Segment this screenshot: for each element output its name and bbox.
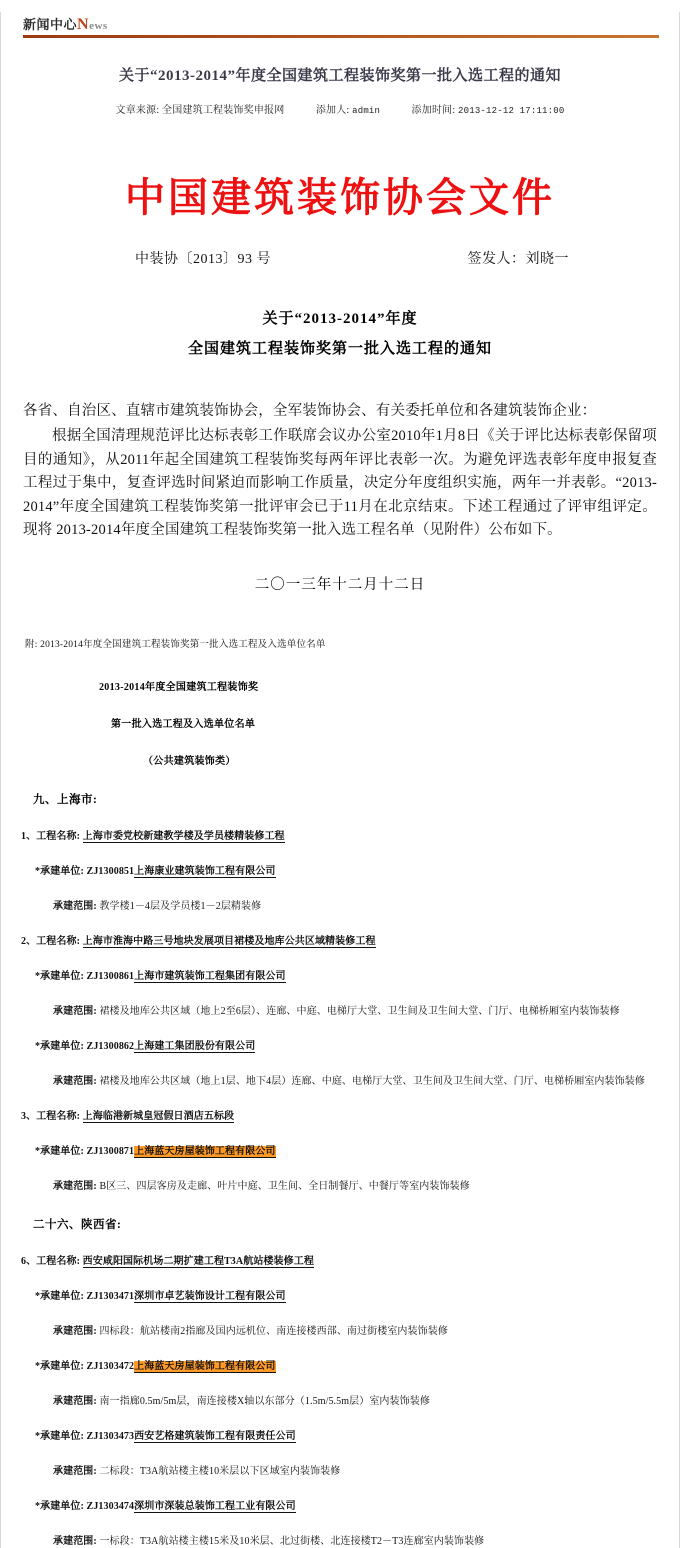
document-number-line [15, 248, 665, 268]
project-name: 西安咸阳国际机场二期扩建工程T3A航站楼装修工程 [82, 1255, 314, 1267]
contractor-row [15, 967, 665, 982]
article-source-value: 全国建筑工程装饰奖申报网 [162, 105, 285, 116]
scope-value: 南一指廊0.5m/5m层，南连接楼X轴以东部分（1.5m/5.5m层）室内装饰装修 [99, 1395, 430, 1407]
scope-label: 承建范围: [53, 900, 100, 912]
scope-value: 教学楼1－4层及学员楼1－2层精装修 [99, 900, 262, 912]
bullet-star-icon: * [35, 1040, 41, 1052]
contractor-label: 承建单位: [40, 1360, 87, 1372]
appendix-heading-1: 2013-2014年度全国建筑工程装饰奖 [99, 681, 259, 693]
bullet-star-icon: * [35, 1360, 41, 1372]
bullet-star-icon: * [35, 1290, 41, 1302]
document-date: 二〇一三年十二月十二日 [254, 576, 426, 593]
article-source-label: 文章来源: [115, 105, 160, 116]
scope-label: 承建范围: [53, 1465, 100, 1477]
contractor-label: 承建单位: [40, 970, 87, 982]
scope-label: 承建范围: [53, 1395, 100, 1407]
contractor-label: 承建单位: [40, 865, 87, 877]
contractor-name-highlighted: 上海蓝天房屋装饰工程有限公司 [134, 1360, 276, 1372]
scope-row [15, 1072, 665, 1087]
project-index: 3、 [21, 1110, 37, 1122]
project-name: 上海市委党校新建教学楼及学员楼精装修工程 [82, 830, 285, 842]
project-row [15, 1252, 665, 1267]
news-n-letter: N [77, 16, 90, 33]
document-number: 中装协〔2013〕93 号 [135, 252, 271, 267]
scope-value: B区三、四层客房及走廊、叶片中庭、卫生间、全日制餐厅、中餐厅等室内装饰装修 [99, 1180, 470, 1192]
bullet-star-icon: * [35, 1500, 41, 1512]
scope-value: 一标段：T3A航站楼主楼15米及10米层、北过街楼、北连接楼T2－T3连廊室内装饰装修 [99, 1535, 485, 1547]
document-salutation: 各省、自治区、直辖市建筑装饰协会，全军装饰协会、有关委托单位和各建筑装饰企业： [23, 403, 597, 419]
contractor-row [15, 1427, 665, 1442]
scope-label: 承建范围: [53, 1325, 100, 1337]
appendix-sections [15, 791, 665, 1547]
contractor-code: ZJ1300871 [86, 1145, 135, 1157]
project-index: 2、 [21, 935, 37, 947]
scope-label: 承建范围: [53, 1075, 100, 1087]
contractor-label: 承建单位: [40, 1430, 87, 1442]
contractor-code: ZJ1303473 [86, 1430, 135, 1442]
contractor-code: ZJ1303472 [86, 1360, 135, 1372]
official-document [1, 174, 679, 1547]
contractor-label: 承建单位: [40, 1145, 87, 1157]
contractor-code: ZJ1303471 [86, 1290, 135, 1302]
contractor-name: 上海建工集团股份有限公司 [134, 1040, 256, 1052]
appendix-heading-3: （公共建筑装饰类） [143, 755, 236, 767]
project-row [15, 827, 665, 842]
news-ews-letters: ews [89, 20, 108, 32]
scope-label: 承建范围: [53, 1005, 100, 1017]
document-body [15, 400, 665, 543]
project-row [15, 932, 665, 947]
contractor-name: 上海市建筑装饰工程集团有限公司 [134, 970, 286, 982]
article-time-value: 2013-12-12 17:11:00 [458, 106, 565, 116]
scope-row [15, 897, 665, 912]
project-index: 6、 [21, 1255, 37, 1267]
document-red-title: 中国建筑装饰协会文件 [125, 175, 555, 220]
project-name: 上海临港新城皇冠假日酒店五标段 [82, 1110, 235, 1122]
contractor-row [15, 1357, 665, 1372]
bullet-star-icon: * [35, 1145, 41, 1157]
project-name: 上海市淮海中路三号地块发展项目裙楼及地库公共区域精装修工程 [82, 935, 376, 947]
article-time-label: 添加时间: [411, 105, 456, 116]
contractor-row [15, 1497, 665, 1512]
scope-label: 承建范围: [53, 1180, 100, 1192]
project-index: 1、 [21, 830, 37, 842]
contractor-row [15, 1142, 665, 1157]
contractor-code: ZJ1303474 [86, 1500, 135, 1512]
province-heading: 二十六、陕西省: [33, 1218, 122, 1231]
contractor-label: 承建单位: [40, 1290, 87, 1302]
scope-row [15, 1462, 665, 1477]
contractor-name: 西安艺格建筑装饰工程有限责任公司 [134, 1430, 296, 1442]
scope-label: 承建范围: [53, 1535, 100, 1547]
news-center-label-cn: 新闻中心 [23, 17, 78, 32]
scope-row [15, 1392, 665, 1407]
bullet-star-icon: * [35, 970, 41, 982]
document-subject-line-1: 关于“2013-2014”年度 [262, 311, 418, 327]
project-row [15, 1107, 665, 1122]
province-heading: 九、上海市: [33, 793, 98, 806]
contractor-label: 承建单位: [40, 1040, 87, 1052]
article-author-value: admin [352, 106, 381, 116]
contractor-code: ZJ1300851 [86, 865, 135, 877]
document-signer: 签发人：刘晓一 [467, 252, 569, 267]
header-divider-rule [23, 35, 659, 38]
scope-value: 四标段：航站楼南2指廊及国内远机位、南连接楼西部、南过街楼室内装饰装修 [99, 1325, 448, 1337]
contractor-code: ZJ1300861 [86, 970, 135, 982]
article-author-label: 添加人: [315, 105, 350, 116]
document-page [0, 12, 680, 1548]
scope-row [15, 1002, 665, 1017]
contractor-row [15, 862, 665, 877]
contractor-name: 上海康业建筑装饰工程有限公司 [134, 865, 276, 877]
contractor-name: 深圳市深装总装饰工程工业有限公司 [134, 1500, 296, 1512]
project-label: 工程名称: [36, 830, 83, 842]
document-paragraph: 根据全国清理规范评比达标表彰工作联席会议办公室2010年1月8日《关于评比达标表彰保留项目的通知》，从2011年起全国建筑工程装饰奖每两年评比表彰一次。为避免评选表彰年度申报复查工程过于集中，复查评选时间紧迫而影响工作质量，决定分年度组织实施，两年一并表彰。“2013-2014”年度全国建筑工程装饰奖第一批评审会已于11月在北京结束。下述工程通过了评审组评定。现将 2013-2014年度全国建筑工程装饰奖第一批入选工程名单（见附件）公布如下。 [23, 428, 657, 539]
document-subject-line-2: 全国建筑工程装饰奖第一批入选工程的通知 [187, 341, 492, 357]
scope-value: 二标段：T3A航站楼主楼10米层以下区域室内装饰装修 [99, 1465, 341, 1477]
contractor-name-highlighted: 上海蓝天房屋装饰工程有限公司 [134, 1145, 276, 1157]
project-label: 工程名称: [36, 935, 83, 947]
contractor-row [15, 1287, 665, 1302]
news-center-label [23, 14, 108, 34]
appendix-heading-2: 第一批入选工程及入选单位名单 [111, 718, 256, 730]
page-title: 关于“2013-2014”年度全国建筑工程装饰奖第一批入选工程的通知 [119, 68, 561, 84]
news-center-header [1, 12, 679, 48]
contractor-name: 深圳市卓艺装饰设计工程有限公司 [134, 1290, 286, 1302]
scope-value: 裙楼及地库公共区域（地上2至6层）、连廊、中庭、电梯厅大堂、卫生间及卫生间大堂、门厅、电梯桥厢室内装饰装修 [99, 1005, 620, 1017]
scope-row [15, 1322, 665, 1337]
project-label: 工程名称: [36, 1255, 83, 1267]
contractor-row [15, 1037, 665, 1052]
contractor-code: ZJ1300862 [86, 1040, 135, 1052]
contractor-label: 承建单位: [40, 1500, 87, 1512]
scope-value: 裙楼及地库公共区域（地上1层、地下4层）连廊、中庭、电梯厅大堂、卫生间及卫生间大堂、门厅、电梯桥厢室内装饰装修 [99, 1075, 645, 1087]
attachment-note: 附: 2013-2014年度全国建筑工程装饰奖第一批入选工程及入选单位名单 [25, 639, 326, 650]
scope-row [15, 1177, 665, 1192]
document-subject [15, 304, 665, 364]
article-meta [1, 101, 679, 116]
scope-row [15, 1532, 665, 1547]
bullet-star-icon: * [35, 865, 41, 877]
project-label: 工程名称: [36, 1110, 83, 1122]
bullet-star-icon: * [35, 1430, 41, 1442]
